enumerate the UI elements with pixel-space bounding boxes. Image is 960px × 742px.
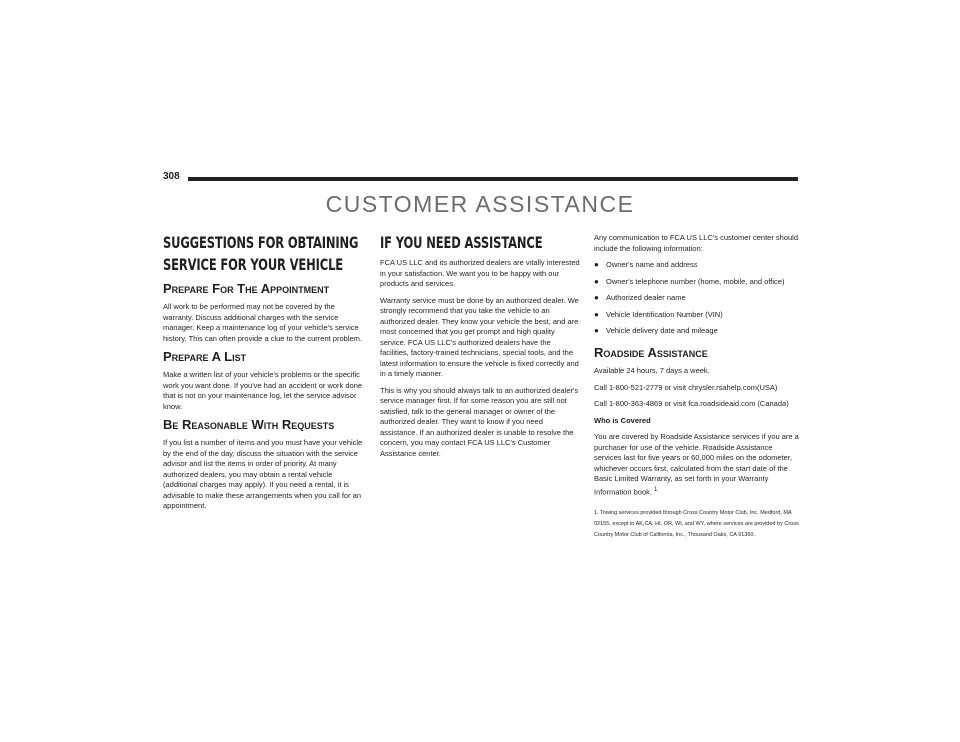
who-is-covered-heading: Who is Covered bbox=[594, 415, 651, 425]
paragraph-assist-1: FCA US LLC and its authorized dealers are vitally interested in your satisfaction. We want you to be happy with our products and services. bbox=[380, 258, 580, 288]
subheading-requests: Be Reasonable With Requests bbox=[163, 417, 335, 432]
paragraph-assist-2: Warranty service must be done by an authorized dealer. We strongly recommend that you take the vehicle to an authorized dealer. They know your vehicle the best, and are most concerned that you get prompt and high quality service. FCA US LLC's authorized dealers have the facilities, factory-trained technicians, special tools, and the latest information to ensure the vehicle is fixed correctly and in a timely manner. bbox=[380, 295, 579, 378]
section-heading-service: SUGGESTIONS FOR OBTAINING SERVICE FOR YOUR VEHICLE bbox=[163, 233, 359, 274]
header-rule bbox=[188, 177, 798, 181]
list-item: ● Vehicle delivery date and mileage bbox=[594, 326, 718, 335]
list-item: ● Vehicle Identification Number (VIN) bbox=[594, 309, 723, 319]
chapter-title: CUSTOMER ASSISTANCE bbox=[325, 191, 635, 217]
bullet-icon: ● bbox=[594, 326, 599, 335]
subheading-list: Prepare A List bbox=[163, 349, 247, 364]
section-heading-assistance: IF YOU NEED ASSISTANCE bbox=[380, 233, 543, 252]
column-left bbox=[163, 232, 365, 518]
paragraph-availability: Available 24 hours, 7 days a week. bbox=[594, 366, 710, 375]
info-list bbox=[594, 260, 799, 336]
bullet-icon: ● bbox=[594, 276, 599, 286]
paragraph-appointment: All work to be performed may not be covered by the warranty. Discuss additional charges with the service manager. Keep a maintenance log of your vehicle's service history. This can often provide a clue to the current problem. bbox=[163, 302, 362, 343]
subheading-appointment: Prepare For The Appointment bbox=[163, 281, 330, 296]
list-item: ● Owner's name and address bbox=[594, 260, 698, 269]
bullet-icon: ● bbox=[594, 293, 599, 302]
list-item: ● Authorized dealer name bbox=[594, 293, 686, 302]
paragraph-call-canada: Call 1-800-363-4869 or visit fca.roadsideaid.com (Canada) bbox=[594, 399, 789, 408]
column-right bbox=[594, 233, 799, 548]
subheading-roadside: Roadside Assistance bbox=[594, 345, 708, 360]
footnote-ref: 1 bbox=[654, 486, 658, 493]
page-number: 308 bbox=[163, 171, 180, 182]
list-item: ● Owner's telephone number (home, mobile, and office) bbox=[594, 276, 785, 286]
bullet-icon: ● bbox=[594, 309, 599, 319]
column-middle bbox=[380, 232, 580, 465]
paragraph-list: Make a written list of your vehicle's problems or the specific work you want done. If you've had an accident or work done that is not on your maintenance log, let the service advisor know. bbox=[163, 370, 363, 411]
paragraph-assist-3: This is why you should always talk to an authorized dealer's service manager first. If for some reason you are still not satisfied, talk to the general manager or owner of the authorized dealer. They want to know if you need assistance. If an authorized dealer is unable to resolve the concern, you may contact FCA US LLC's Customer Assistance center. bbox=[380, 385, 579, 458]
bullet-icon: ● bbox=[594, 260, 599, 269]
paragraph-who-covered: You are covered by Roadside Assistance services if you are a purchaser for use of the vehicle. Roadside Assistance services last for five years or 60,000 miles on the odometer, whichever occurs first, calculated from the start date of the Basic Limited Warranty, as set forth in your Warranty Information book. $^1$ bbox=[594, 432, 799, 496]
paragraph-requests: If you list a number of items and you must have your vehicle by the end of the day, discuss the situation with the service advisor and list the items in order of priority. At many authorized dealers, you may obtain a rental vehicle (additional charges may apply). If you need a rental, it is advisable to make these arrangements when you call for an appointment. bbox=[163, 438, 363, 510]
paragraph-call-usa: Call 1-800-521-2779 or visit chrysler.rsahelp.com(USA) bbox=[594, 382, 778, 392]
footnote: 1. Towing services provided through Cross Country Motor Club, Inc. Medford, MA 02155, except in AK,CA, HI, OR, WI, and WY, where services are provided by Cross Country Motor Club of California, Inc., Thousand Oaks, CA 91360. bbox=[594, 509, 799, 539]
paragraph-communication: Any communication to FCA US LLC's customer center should include the following information: bbox=[594, 233, 799, 253]
